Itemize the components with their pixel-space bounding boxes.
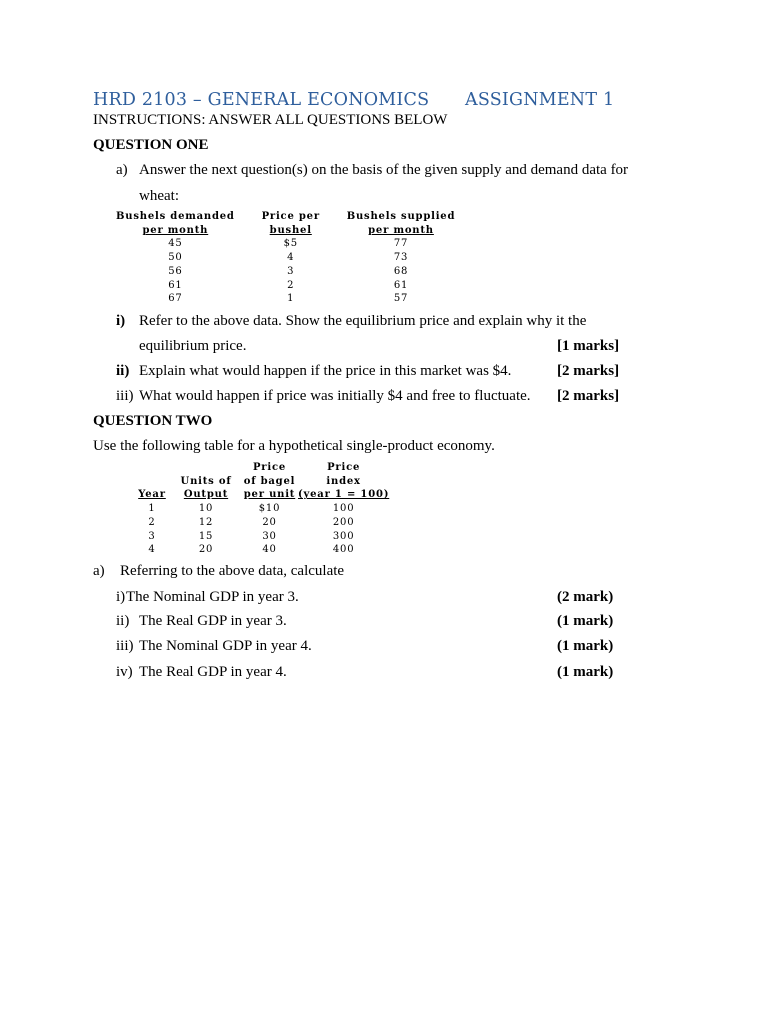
- cell: 300: [332, 530, 355, 542]
- q2-item-iv-text: The Real GDP in year 4.: [139, 664, 287, 680]
- cell: 45: [168, 238, 183, 250]
- gdp-table: [133, 461, 389, 557]
- col-header-price-index: [298, 461, 389, 502]
- table-row: [116, 251, 455, 265]
- header-line: Bushels demanded: [116, 211, 235, 222]
- cell: 30: [262, 530, 277, 542]
- q2-item-iv-label: iv): [116, 664, 133, 680]
- document-heading: [93, 90, 615, 110]
- table-row: [116, 237, 455, 251]
- q1-item-i-text-line2: equilibrium price.: [139, 338, 247, 354]
- cell: 50: [168, 252, 183, 264]
- q2-item-iii-text: The Nominal GDP in year 4.: [139, 638, 312, 654]
- q1-item-i-label: i): [116, 313, 126, 329]
- table-row: [133, 516, 389, 530]
- header-line: per unit: [243, 489, 296, 501]
- cell: 68: [393, 265, 409, 277]
- table-row: [116, 292, 455, 306]
- table-row: [133, 502, 389, 516]
- q1-item-ii-text: Explain what would happen if the price in this market was $4.: [139, 363, 512, 379]
- cell: 20: [262, 516, 277, 528]
- cell: 56: [168, 265, 183, 277]
- cell: 4: [148, 544, 156, 556]
- col-header-year: [133, 461, 171, 502]
- col-header-demanded: [116, 210, 235, 237]
- col-header-supplied: [347, 210, 456, 237]
- q1-item-ii-mark: [2 marks]: [557, 363, 620, 379]
- col-header-price-bagel: [241, 461, 298, 502]
- q1-item-iii-text: What would happen if price was initially $4 and free to fluctuate.: [139, 388, 531, 404]
- header-line: [133, 461, 171, 475]
- cell: 67: [168, 293, 183, 305]
- cell: 3: [148, 530, 156, 542]
- cell: 40: [262, 544, 277, 556]
- cell: $10: [258, 503, 281, 515]
- cell: 57: [393, 293, 409, 305]
- header-line: Price: [327, 462, 361, 473]
- cell: 20: [198, 544, 214, 556]
- cell: 100: [332, 503, 355, 515]
- cell: 4: [287, 252, 295, 264]
- cell: 10: [198, 503, 214, 515]
- cell: 15: [198, 530, 214, 542]
- header-line: Bushels supplied: [346, 211, 456, 222]
- cell: 12: [198, 516, 214, 528]
- cell: 1: [148, 503, 156, 515]
- col-header-price: [235, 210, 347, 237]
- q1-item-i-text-line1: Refer to the above data. Show the equilibrium price and explain why it the: [139, 313, 587, 329]
- cell: 200: [332, 516, 355, 528]
- q2-item-i-mark: (2 mark): [557, 589, 614, 605]
- header-line: per month: [142, 224, 209, 236]
- q2-item-i-text: The Nominal GDP in year 3.: [126, 589, 299, 605]
- col-header-units: [171, 461, 241, 502]
- cell: 77: [393, 238, 409, 250]
- q1-a-text-line2: wheat:: [139, 188, 179, 204]
- header-line: Price: [252, 462, 287, 473]
- q2-item-ii-text: The Real GDP in year 3.: [139, 613, 287, 629]
- q1-item-i-mark: [1 marks]: [557, 338, 620, 354]
- header-line: [133, 475, 171, 489]
- course-title: HRD 2103 – GENERAL ECONOMICS: [93, 90, 430, 110]
- q2-item-iii-mark: (1 mark): [557, 638, 614, 654]
- table-row: [116, 265, 455, 279]
- assignment-title: ASSIGNMENT 1: [465, 90, 615, 110]
- q2-item-iii-label: iii): [116, 638, 134, 654]
- question-two-title: QUESTION TWO: [93, 413, 213, 429]
- supply-demand-table: [116, 210, 455, 306]
- header-line: of bagel: [243, 475, 296, 487]
- table-row: [116, 279, 455, 293]
- instructions: INSTRUCTIONS: ANSWER ALL QUESTIONS BELOW: [93, 112, 448, 128]
- cell: 2: [148, 516, 156, 528]
- header-line: [171, 461, 241, 475]
- q2-item-ii-label: ii): [116, 613, 130, 629]
- cell: 61: [168, 279, 183, 291]
- cell: 400: [332, 544, 355, 556]
- header-line: (year 1 = 100): [298, 489, 390, 501]
- q2-item-ii-mark: (1 mark): [557, 613, 614, 629]
- header-line: Output: [183, 489, 229, 501]
- cell: $5: [283, 238, 298, 250]
- cell: 1: [287, 293, 295, 305]
- header-line: Units of: [180, 475, 232, 487]
- header-line: Year: [138, 489, 166, 501]
- header-line: per month: [368, 224, 434, 236]
- q1-item-ii-label: ii): [116, 363, 130, 379]
- table-row: [133, 543, 389, 557]
- q2-item-iv-mark: (1 mark): [557, 664, 614, 680]
- header-line: Price per: [261, 211, 320, 222]
- header-line: bushel: [269, 224, 312, 236]
- cell: 2: [287, 279, 295, 291]
- q1-a-text-line1: Answer the next question(s) on the basis of the given supply and demand data for: [139, 162, 629, 178]
- cell: 61: [393, 279, 409, 291]
- q2-a-text: Referring to the above data, calculate: [120, 563, 345, 579]
- q2-a-label: a): [93, 563, 105, 579]
- q1-item-iii-label: iii): [116, 388, 134, 404]
- q2-item-i-label: i): [116, 589, 126, 605]
- table-row: [133, 530, 389, 544]
- q1-item-iii-mark: [2 marks]: [557, 388, 620, 404]
- q2-intro: Use the following table for a hypothetical single-product economy.: [93, 438, 495, 454]
- header-line: index: [326, 475, 361, 487]
- cell: 3: [287, 265, 295, 277]
- q1-a-label: a): [116, 162, 128, 178]
- cell: 73: [393, 252, 409, 264]
- question-one-title: QUESTION ONE: [93, 137, 209, 153]
